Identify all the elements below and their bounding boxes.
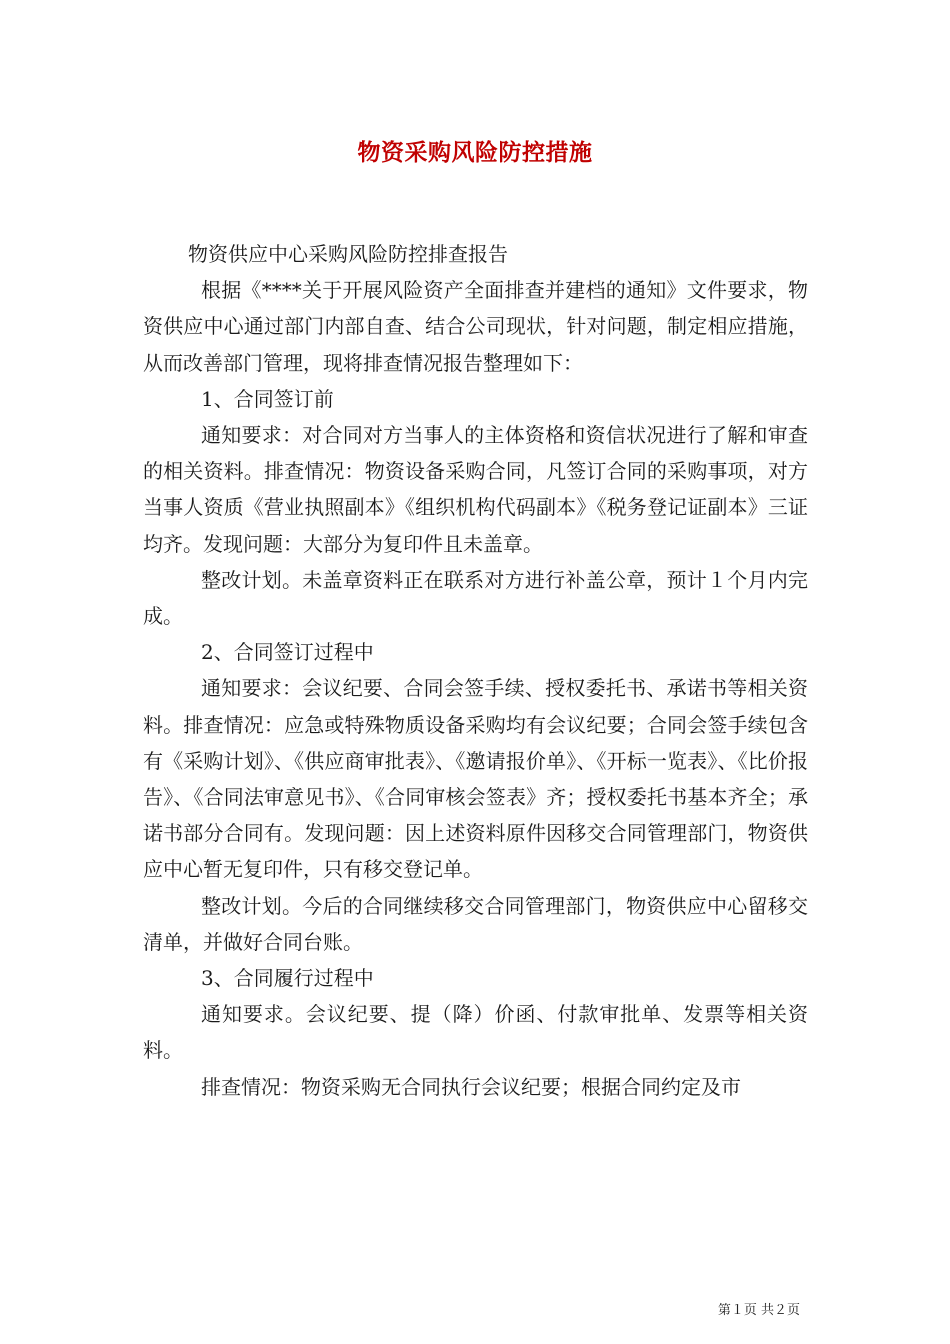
section-heading-3: 3、合同履行过程中 (201, 966, 374, 991)
report-heading: 物资供应中心采购风险防控排查报告 (188, 242, 508, 266)
intro-paragraph: 根据《****关于开展风险资产全面排查并建档的通知》文件要求，物资供应中心通过部门内部自查、结合公司现状，针对问题，制定相应措施，从而改善部门管理，现将排查情况报告整理如下： (143, 278, 808, 375)
document-body (143, 236, 808, 1105)
document-title: 物资采购风险防控措施 (357, 139, 593, 166)
section-2-requirements: 通知要求：会议纪要、合同会签手续、授权委托书、承诺书等相关资料。排查情况：应急或特殊物质设备采购均有会议纪要；合同会签手续包含有《采购计划》、《供应商审批表》、《邀请报价单》、《开标一览表》、《比价报告》、《合同法审意见书》、《合同审核会签表》齐；授权委托书基本齐全；承诺书部分合同有。发现问题：因上述资料原件因移交合同管理部门，物资供应中心暂无复印件，只有移交登记单。 (143, 676, 808, 882)
section-2-plan: 整改计划。今后的合同继续移交合同管理部门，物资供应中心留移交清单，并做好合同台账。 (143, 893, 808, 954)
page-number: 第１页 共２页 (717, 1303, 800, 1318)
section-3-findings: 排查情况：物资采购无合同执行会议纪要；根据合同约定及市 (201, 1074, 741, 1099)
section-1-requirements: 通知要求：对合同对方当事人的主体资格和资信状况进行了解和审查的相关资料。排查情况：物资设备采购合同，凡签订合同的采购事项，对方当事人资质《营业执照副本》《组织机构代码副本》《税务登记证副本》三证均齐。发现问题：大部分为复印件且未盖章。 (143, 423, 808, 556)
section-3-requirements: 通知要求。会议纪要、提（降）价函、付款审批单、发票等相关资料。 (143, 1002, 808, 1063)
section-heading-2: 2、合同签订过程中 (201, 640, 374, 665)
section-heading-1: 1、合同签订前 (201, 386, 334, 411)
section-1-plan: 整改计划。未盖章资料正在联系对方进行补盖公章，预计１个月内完成。 (143, 567, 808, 629)
